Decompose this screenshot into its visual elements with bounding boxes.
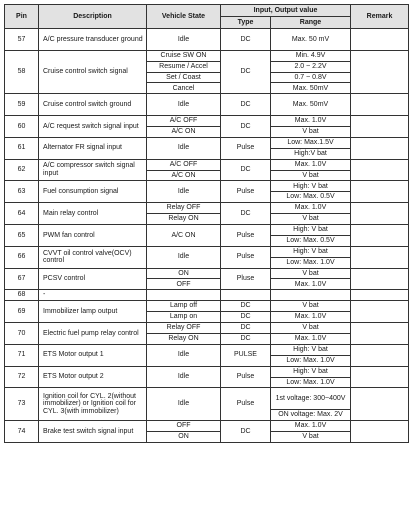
pin-description: A/C pressure transducer ground	[39, 29, 147, 51]
vehicle-state: Relay ON	[147, 333, 221, 344]
value-range: V bat	[271, 127, 351, 138]
signal-type: DC	[221, 323, 271, 334]
signal-type: Pulse	[221, 225, 271, 247]
signal-type: DC	[221, 421, 271, 443]
remark-cell	[351, 268, 409, 290]
vehicle-state: A/C OFF	[147, 159, 221, 170]
signal-type: DC	[221, 50, 271, 94]
table-row	[5, 159, 409, 170]
pin-number: 66	[5, 246, 39, 268]
pin-description: PCSV control	[39, 268, 147, 290]
value-range: 1st voltage: 300~400V	[271, 388, 351, 410]
signal-type: Pluse	[221, 268, 271, 290]
value-range: Low: Max. 1.0V	[271, 257, 351, 268]
pin-description: A/C request switch signal input	[39, 116, 147, 138]
remark-cell	[351, 50, 409, 94]
value-range: Low: Max. 1.0V	[271, 355, 351, 366]
remark-cell	[351, 290, 409, 301]
pin-number: 57	[5, 29, 39, 51]
pin-number: 71	[5, 344, 39, 366]
value-range: Max. 50mV	[271, 83, 351, 94]
vehicle-state: Idle	[147, 137, 221, 159]
remark-cell	[351, 421, 409, 443]
vehicle-state: Idle	[147, 246, 221, 268]
remark-cell	[351, 225, 409, 247]
value-range: Low: Max. 1.0V	[271, 377, 351, 388]
pin-description: CVVT oil control valve(OCV) control	[39, 246, 147, 268]
pin-table-container	[4, 4, 408, 443]
table-row	[5, 344, 409, 355]
value-range: Max. 1.0V	[271, 116, 351, 127]
value-range: Low: Max.1.5V	[271, 137, 351, 148]
vehicle-state: Idle	[147, 181, 221, 203]
signal-type: DC	[221, 29, 271, 51]
value-range: Max. 1.0V	[271, 203, 351, 214]
signal-type: DC	[221, 116, 271, 138]
value-range: V bat	[271, 214, 351, 225]
vehicle-state: Idle	[147, 94, 221, 116]
vehicle-state: Idle	[147, 29, 221, 51]
vehicle-state: Lamp off	[147, 301, 221, 312]
value-range: V bat	[271, 323, 351, 334]
pin-description: Brake test switch signal input	[39, 421, 147, 443]
signal-type: DC	[221, 94, 271, 116]
remark-cell	[351, 323, 409, 345]
value-range: High: V bat	[271, 225, 351, 236]
value-range: Max. 1.0V	[271, 279, 351, 290]
table-row	[5, 301, 409, 312]
vehicle-state	[147, 290, 221, 301]
value-range: V bat	[271, 268, 351, 279]
remark-cell	[351, 94, 409, 116]
signal-type: Pulse	[221, 137, 271, 159]
remark-cell	[351, 388, 409, 421]
table-row	[5, 366, 409, 377]
vehicle-state: A/C ON	[147, 127, 221, 138]
value-range: Max. 50 mV	[271, 29, 351, 51]
pin-number: 60	[5, 116, 39, 138]
value-range: Low: Max. 0.5V	[271, 235, 351, 246]
value-range	[271, 290, 351, 301]
remark-cell	[351, 116, 409, 138]
table-row	[5, 421, 409, 432]
pin-description: Fuel consumption signal	[39, 181, 147, 203]
value-range: Low: Max. 0.5V	[271, 192, 351, 203]
pin-description: -	[39, 290, 147, 301]
signal-type: DC	[221, 203, 271, 225]
value-range: High: V bat	[271, 246, 351, 257]
table-row	[5, 323, 409, 334]
header-type: Type	[221, 17, 271, 29]
signal-type: Pulse	[221, 246, 271, 268]
table-row	[5, 246, 409, 257]
remark-cell	[351, 181, 409, 203]
pin-description: Immobilizer lamp output	[39, 301, 147, 323]
vehicle-state: Relay ON	[147, 214, 221, 225]
signal-type	[221, 290, 271, 301]
table-row	[5, 181, 409, 192]
header-description: Description	[39, 5, 147, 29]
table-row	[5, 137, 409, 148]
table-row	[5, 29, 409, 40]
pin-number: 67	[5, 268, 39, 290]
table-row	[5, 268, 409, 279]
pin-number: 70	[5, 323, 39, 345]
value-range: Max. 1.0V	[271, 159, 351, 170]
pin-description: Alternator FR signal input	[39, 137, 147, 159]
vehicle-state: Lamp on	[147, 312, 221, 323]
value-range: High:V bat	[271, 148, 351, 159]
pin-table	[4, 4, 409, 443]
pin-number: 73	[5, 388, 39, 421]
table-row	[5, 225, 409, 236]
pin-number: 72	[5, 366, 39, 388]
vehicle-state: Cruise SW ON	[147, 50, 221, 61]
remark-cell	[351, 246, 409, 268]
signal-type: Pulse	[221, 181, 271, 203]
value-range: 0.7 ~ 0.8V	[271, 72, 351, 83]
pin-description: Cruise control switch signal	[39, 50, 147, 94]
value-range: Min. 4.9V	[271, 50, 351, 61]
pin-description: Cruise control switch ground	[39, 94, 147, 116]
signal-type: PULSE	[221, 344, 271, 366]
vehicle-state: Idle	[147, 366, 221, 388]
header-remark: Remark	[351, 5, 409, 29]
vehicle-state: ON	[147, 268, 221, 279]
value-range: Max. 1.0V	[271, 333, 351, 344]
pin-description: Electric fuel pump relay control	[39, 323, 147, 345]
table-row	[5, 94, 409, 105]
signal-type: Pulse	[221, 366, 271, 388]
pin-number: 69	[5, 301, 39, 323]
value-range: High: V bat	[271, 181, 351, 192]
pin-description: A/C compressor switch signal input	[39, 159, 147, 181]
header-io-value: Input, Output value	[221, 5, 351, 17]
remark-cell	[351, 203, 409, 225]
table-body	[5, 29, 409, 443]
signal-type: DC	[221, 312, 271, 323]
table-row	[5, 116, 409, 127]
table-row	[5, 50, 409, 61]
vehicle-state: Cancel	[147, 83, 221, 94]
signal-type: DC	[221, 301, 271, 312]
vehicle-state: Set / Coast	[147, 72, 221, 83]
remark-cell	[351, 137, 409, 159]
remark-cell	[351, 366, 409, 388]
pin-number: 59	[5, 94, 39, 116]
vehicle-state: Idle	[147, 388, 221, 421]
vehicle-state: OFF	[147, 279, 221, 290]
value-range: High: V bat	[271, 366, 351, 377]
pin-number: 61	[5, 137, 39, 159]
value-range: V bat	[271, 431, 351, 442]
vehicle-state: A/C ON	[147, 170, 221, 181]
pin-number: 64	[5, 203, 39, 225]
header-pin: Pin	[5, 5, 39, 29]
pin-number: 63	[5, 181, 39, 203]
pin-description: Main relay control	[39, 203, 147, 225]
pin-description: PWM fan control	[39, 225, 147, 247]
table-row	[5, 203, 409, 214]
vehicle-state: A/C ON	[147, 225, 221, 247]
value-range: ON voltage: Max. 2V	[271, 410, 351, 421]
vehicle-state: ON	[147, 431, 221, 442]
vehicle-state: Idle	[147, 344, 221, 366]
header-vehicle-state: Vehicle State	[147, 5, 221, 29]
vehicle-state: Relay OFF	[147, 203, 221, 214]
value-range: Max. 50mV	[271, 94, 351, 116]
signal-type: Pulse	[221, 388, 271, 421]
table-row	[5, 290, 409, 301]
pin-number: 74	[5, 421, 39, 443]
remark-cell	[351, 159, 409, 181]
pin-description: ETS Motor output 1	[39, 344, 147, 366]
header-range: Range	[271, 17, 351, 29]
vehicle-state: A/C OFF	[147, 116, 221, 127]
remark-cell	[351, 301, 409, 323]
vehicle-state: Relay OFF	[147, 323, 221, 334]
remark-cell	[351, 29, 409, 51]
value-range: Max. 1.0V	[271, 312, 351, 323]
value-range: V bat	[271, 301, 351, 312]
value-range: 2.0 ~ 2.2V	[271, 61, 351, 72]
value-range: High: V bat	[271, 344, 351, 355]
pin-number: 68	[5, 290, 39, 301]
remark-cell	[351, 344, 409, 366]
pin-description: Ignition coil for CYL. 2(without immobilizer) or Ignition coil for CYL. 3(with immobilizer)	[39, 388, 147, 421]
pin-number: 58	[5, 50, 39, 94]
table-row	[5, 388, 409, 399]
signal-type: DC	[221, 333, 271, 344]
value-range: V bat	[271, 170, 351, 181]
pin-number: 65	[5, 225, 39, 247]
value-range: Max. 1.0V	[271, 421, 351, 432]
pin-description: ETS Motor output 2	[39, 366, 147, 388]
vehicle-state: Resume / Accel	[147, 61, 221, 72]
signal-type: DC	[221, 159, 271, 181]
vehicle-state: OFF	[147, 421, 221, 432]
pin-number: 62	[5, 159, 39, 181]
